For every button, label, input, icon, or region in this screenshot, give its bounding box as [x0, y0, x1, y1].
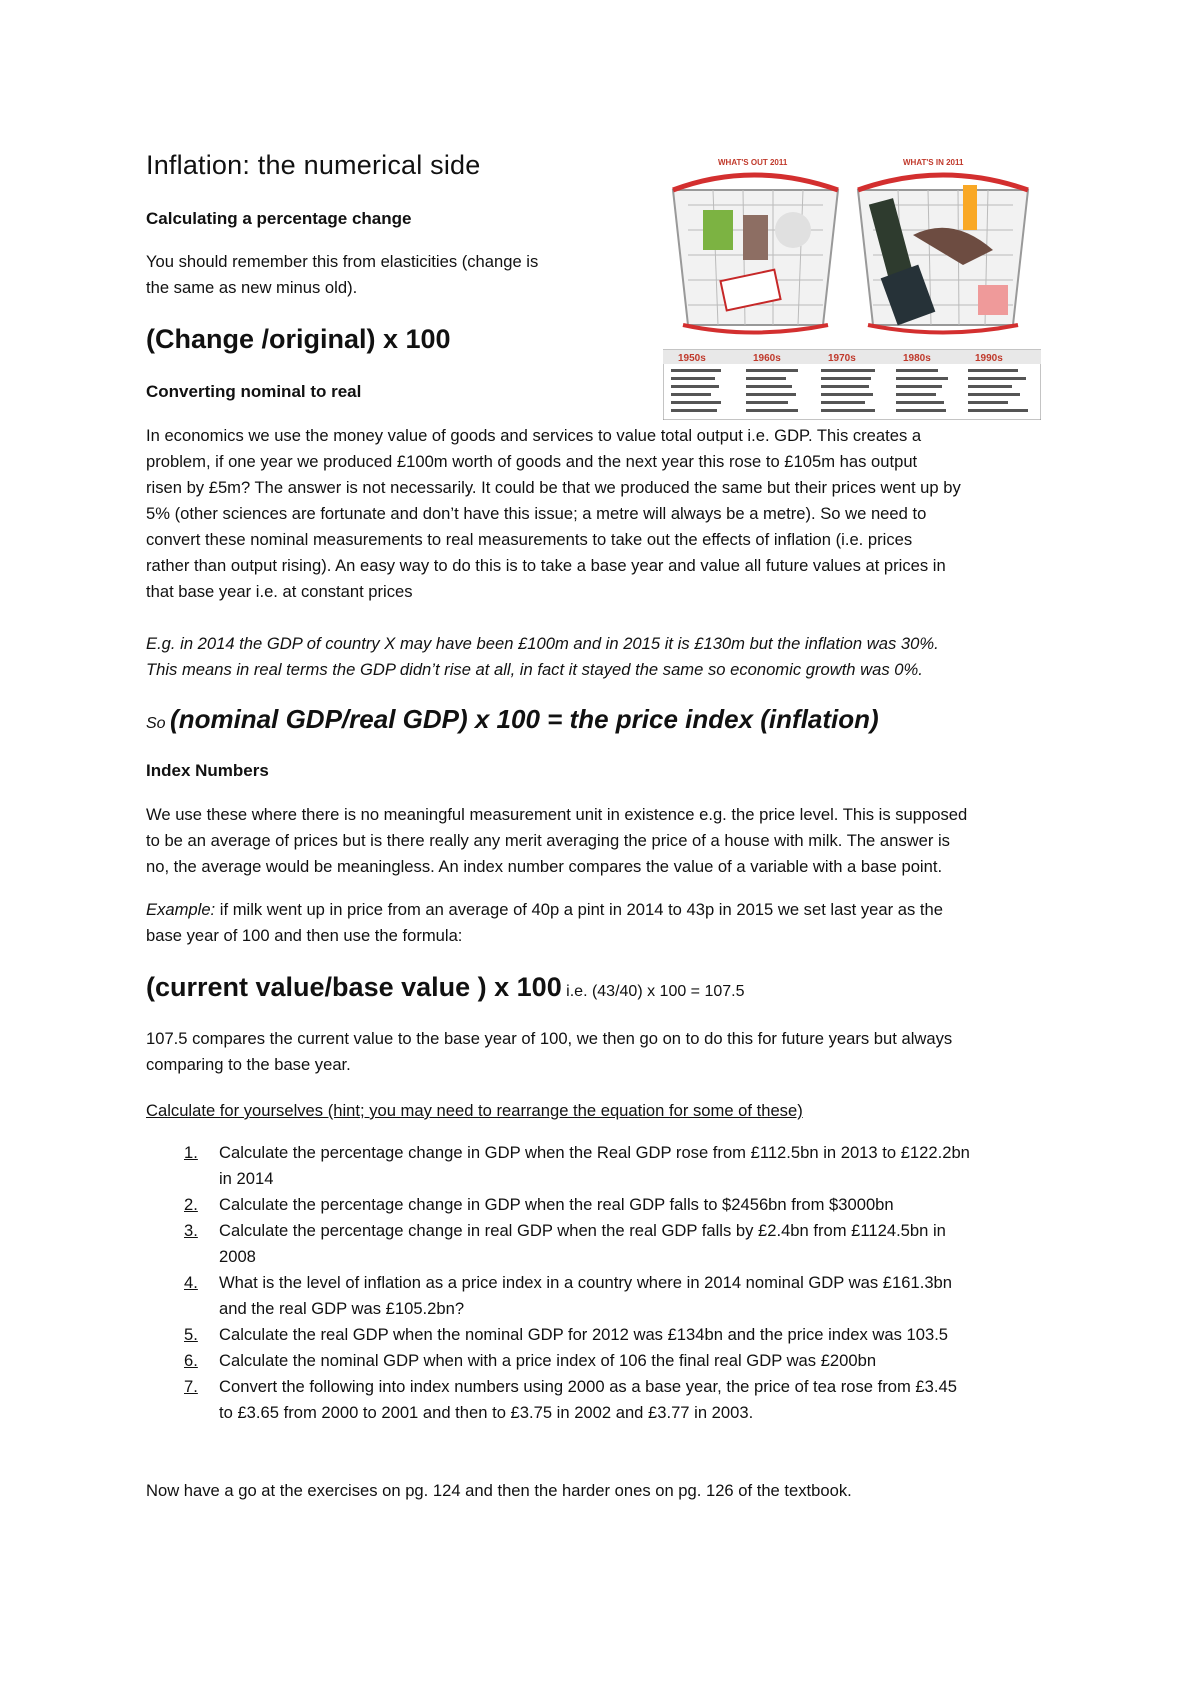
real-line-1: In economics we use the money value of goods and services to value total output i.e. GDP. This creates a: [146, 426, 922, 445]
index-line-2: to be an average of prices but is there really any merit averaging the price of a house with milk. The answer is: [146, 831, 950, 850]
index-paragraph: [146, 802, 1076, 880]
shopping-baskets-image: [663, 155, 1041, 420]
index-line-1: We use these where there is no meaningful measurement unit in existence e.g. the price level. This is supposed: [146, 805, 968, 824]
question-number: 2.: [184, 1195, 198, 1214]
pct-text-1: You should remember this from elasticities (change is: [146, 252, 539, 271]
real-line-4: 5% (other sciences are fortunate and don’t have this issue; a metre will always be a metre). So we need to: [146, 504, 927, 523]
svg-text:1980s: 1980s: [903, 353, 931, 364]
cv-calc: (43/40) x 100 = 107.5: [591, 983, 745, 1000]
question-text: Calculate the percentage change in real GDP when the real GDP falls by £2.4bn from £1124.5bn in: [219, 1221, 946, 1240]
question-text: Calculate the percentage change in GDP when the Real GDP rose from £112.5bn in 2013 to £122.2bn: [219, 1143, 970, 1162]
index-line-3: no, the average would be meaningless. An index number compares the value of a variable with a base point.: [146, 857, 943, 876]
pct-formula: (Change /original) x 100: [146, 324, 451, 354]
question-text-cont: to £3.65 from 2000 to 2001 and then to £3.75 in 2002 and £3.77 in 2003.: [219, 1403, 754, 1422]
example-text: if milk went up in price from an average of 40p a pint in 2014 to 43p in 2015 we set last year as the: [215, 900, 943, 919]
real-paragraph: [146, 423, 1076, 605]
svg-text:1950s: 1950s: [678, 353, 706, 364]
question-item: [146, 1270, 1086, 1322]
question-text-cont: 2008: [219, 1247, 256, 1266]
index-heading: Index Numbers: [146, 761, 269, 780]
questions-list: [146, 1140, 1086, 1426]
real-line-6: rather than output rising). An easy way to do this is to take a base year and value all future values at prices in: [146, 556, 946, 575]
cv-ie: i.e.: [561, 983, 592, 1000]
question-item: [146, 1348, 1086, 1374]
so-formula: (nominal GDP/real GDP) x 100 = the price index (inflation): [170, 704, 879, 734]
svg-text:1990s: 1990s: [975, 353, 1003, 364]
cv-after-2: comparing to the base year.: [146, 1055, 351, 1074]
real-line-5: convert these nominal measurements to real measurements to take out the effects of inflation (i.e. prices: [146, 530, 913, 549]
question-number: 6.: [184, 1351, 198, 1370]
example-line-2: This means in real terms the GDP didn’t rise at all, in fact it stayed the same so economic growth was 0%.: [146, 660, 923, 679]
real-line-3: risen by £5m? The answer is not necessarily. It could be that we produced the same but their prices went up by: [146, 478, 961, 497]
question-text-cont: and the real GDP was £105.2bn?: [219, 1299, 465, 1318]
cv-formula: (current value/base value ) x 100: [146, 972, 562, 1002]
pct-text-2: the same as new minus old).: [146, 278, 358, 297]
question-number: 7.: [184, 1377, 198, 1396]
question-item: [146, 1192, 1086, 1218]
question-text: Calculate the nominal GDP when with a price index of 106 the final real GDP was £200bn: [219, 1351, 877, 1370]
question-text: What is the level of inflation as a price index in a country where in 2014 nominal GDP was £161.3bn: [219, 1273, 953, 1292]
question-item: [146, 1374, 1086, 1426]
question-number: 1.: [184, 1143, 198, 1162]
real-heading: Converting nominal to real: [146, 382, 362, 401]
so-prefix: So: [146, 715, 166, 732]
question-text: Calculate the percentage change in GDP when the real GDP falls to $2456bn from $3000bn: [219, 1195, 894, 1214]
example-label: Example:: [146, 900, 216, 919]
example-milk-line-1: [146, 897, 943, 923]
price-index-formula: [146, 704, 879, 735]
calc-heading: Calculate for yourselves (hint; you may need to rearrange the equation for some of these): [146, 1101, 803, 1120]
svg-text:1970s: 1970s: [828, 353, 856, 364]
cv-after-1: 107.5 compares the current value to the base year of 100, we then go on to do this for future years but always: [146, 1029, 953, 1048]
svg-text:WHAT'S OUT 2011: WHAT'S OUT 2011: [718, 158, 788, 167]
question-text-cont: in 2014: [219, 1169, 274, 1188]
closing-line: Now have a go at the exercises on pg. 124 and then the harder ones on pg. 126 of the textbook.: [146, 1481, 852, 1500]
question-number: 5.: [184, 1325, 198, 1344]
real-line-2: problem, if one year we produced £100m worth of goods and the next year this rose to £105m has output: [146, 452, 918, 471]
svg-text:WHAT'S IN 2011: WHAT'S IN 2011: [903, 158, 964, 167]
example-line-1: E.g. in 2014 the GDP of country X may have been £100m and in 2015 it is £130m but the inflation was 30%.: [146, 634, 939, 653]
question-item: [146, 1140, 1086, 1192]
question-text: Convert the following into index numbers using 2000 as a base year, the price of tea rose from £3.45: [219, 1377, 957, 1396]
decades-table: [663, 350, 1041, 420]
page-title: Inflation: the numerical side: [146, 150, 481, 180]
current-value-formula: [146, 972, 745, 1003]
question-number: 3.: [184, 1221, 198, 1240]
real-line-7: that base year i.e. at constant prices: [146, 582, 413, 601]
pct-heading: Calculating a percentage change: [146, 209, 412, 228]
question-item: [146, 1218, 1086, 1270]
example-milk-line-2: base year of 100 and then use the formula:: [146, 926, 463, 945]
question-item: [146, 1322, 1086, 1348]
question-text: Calculate the real GDP when the nominal GDP for 2012 was £134bn and the price index was 103.5: [219, 1325, 949, 1344]
svg-text:1960s: 1960s: [753, 353, 781, 364]
question-number: 4.: [184, 1273, 198, 1292]
